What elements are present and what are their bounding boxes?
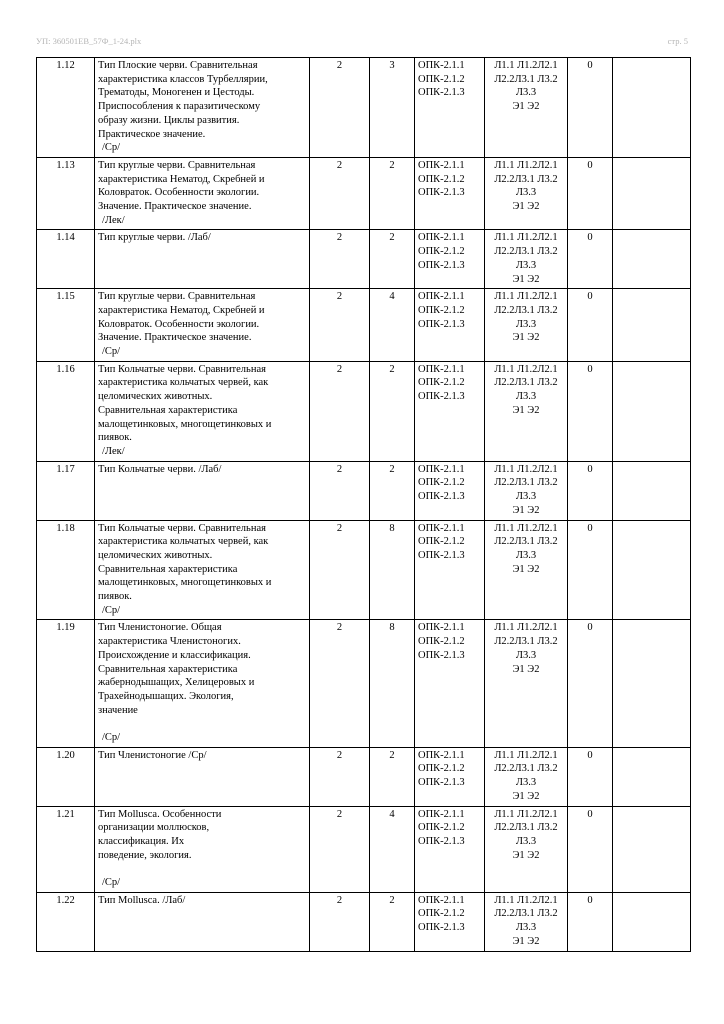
topic-line: образу жизни. Циклы развития. (98, 114, 240, 126)
interactive-cell (568, 157, 613, 230)
row-number: 1.21 (56, 808, 75, 820)
literature-cell (485, 230, 568, 289)
competency-code: ОПК-2.1.1 (418, 522, 465, 534)
literature-ref: Л3.3 (515, 391, 537, 403)
topic-line: Тип круглые черви. Сравнительная (98, 291, 256, 303)
hours-cell (370, 806, 415, 892)
literature-ref: Л2.2Л3.1 Л3.2 (494, 246, 558, 258)
competency-code: ОПК-2.1.1 (418, 159, 465, 171)
row-number-cell (37, 230, 95, 289)
topic-line: Тип Членистоногие /Ср/ (98, 749, 207, 761)
literature-cell (485, 520, 568, 620)
table-row (37, 461, 691, 520)
topic-line: характеристика Нематод, Скребней и (98, 304, 265, 316)
hours-cell (370, 58, 415, 158)
topic-line (98, 862, 306, 876)
semester-cell (310, 520, 370, 620)
literature-ref: Л2.2Л3.1 Л3.2 (494, 73, 558, 85)
notes-cell (613, 361, 691, 461)
semester-value: 2 (336, 232, 343, 244)
literature-ref: Л3.3 (515, 777, 537, 789)
competency-code: ОПК-2.1.2 (418, 173, 465, 185)
topic-cell (95, 58, 310, 158)
table-row (37, 520, 691, 620)
literature-ref: Л3.3 (515, 87, 537, 99)
literature-ref: Л1.1 Л1.2Л2.1 (494, 60, 558, 71)
literature-ref: Э1 Э2 (512, 332, 540, 344)
topic-line: классификация. Их (98, 835, 185, 847)
literature-cell (485, 58, 568, 158)
page-number: стр. 5 (667, 36, 688, 46)
row-number: 1.16 (56, 363, 75, 375)
literature-cell (485, 157, 568, 230)
competency-code: ОПК-2.1.3 (418, 777, 465, 789)
table-row (37, 289, 691, 362)
literature-ref: Л1.1 Л1.2Л2.1 (494, 291, 558, 303)
topic-line: Сравнительная характеристика (98, 663, 238, 675)
topic-line: характеристика кольчатых червей, как (98, 536, 269, 548)
topic-line: характеристика кольчатых червей, как (98, 377, 269, 389)
semester-value: 2 (336, 159, 343, 171)
topic-line: поведение, экология. (98, 849, 192, 861)
topic-line: Тип Mollusca. Особенности (98, 808, 222, 820)
interactive-cell (568, 892, 613, 951)
semester-cell (310, 361, 370, 461)
topic-line: пиявок. (98, 432, 132, 444)
literature-ref: Э1 Э2 (512, 563, 540, 575)
row-number-cell (37, 806, 95, 892)
semester-value: 2 (336, 60, 343, 71)
competency-code: ОПК-2.1.3 (418, 922, 465, 934)
topic-line: характеристика Членистоногих. (98, 636, 241, 648)
competencies-cell (415, 230, 485, 289)
topic-line: Тип Плоские черви. Сравнительная (98, 60, 258, 71)
literature-ref: Л3.3 (515, 187, 537, 199)
competency-code: ОПК-2.1.1 (418, 363, 465, 375)
hours-value: 2 (389, 159, 395, 171)
hours-value: 8 (389, 622, 395, 634)
literature-ref: Л3.3 (515, 922, 537, 934)
interactive-value: 0 (587, 622, 593, 634)
interactive-value: 0 (587, 522, 593, 534)
topic-line: Приспособления к паразитическому (98, 101, 261, 113)
interactive-value: 0 (587, 60, 593, 71)
competency-code: ОПК-2.1.1 (418, 894, 465, 906)
interactive-value: 0 (587, 463, 593, 475)
notes-cell (613, 747, 691, 806)
topic-line: целомических животных. (98, 549, 213, 561)
interactive-cell (568, 289, 613, 362)
semester-value: 2 (336, 363, 343, 375)
literature-ref: Э1 Э2 (512, 273, 540, 285)
competency-code: ОПК-2.1.3 (418, 87, 465, 99)
competency-code: ОПК-2.1.3 (418, 549, 465, 561)
interactive-cell (568, 230, 613, 289)
topic-cell (95, 806, 310, 892)
semester-cell (310, 58, 370, 158)
competency-code: ОПК-2.1.1 (418, 291, 465, 303)
row-number: 1.12 (56, 60, 75, 71)
semester-cell (310, 157, 370, 230)
literature-ref: Э1 Э2 (512, 935, 540, 947)
literature-cell (485, 289, 568, 362)
hours-value: 2 (389, 894, 395, 906)
hours-cell (370, 747, 415, 806)
topic-line: Происхождение и классификация. (98, 649, 251, 661)
competencies-cell (415, 58, 485, 158)
notes-cell (613, 461, 691, 520)
competency-code: ОПК-2.1.2 (418, 246, 465, 258)
hours-cell (370, 520, 415, 620)
semester-value: 2 (336, 463, 343, 475)
topic-line: характеристика классов Турбеллярии, (98, 73, 268, 85)
literature-ref: Л2.2Л3.1 Л3.2 (494, 304, 558, 316)
competency-code: ОПК-2.1.1 (418, 749, 465, 761)
topic-line: малощетинковых, многощетинковых и (98, 577, 272, 589)
hours-cell (370, 620, 415, 747)
topic-line: малощетинковых, многощетинковых и (98, 418, 272, 430)
competency-code: ОПК-2.1.2 (418, 763, 465, 775)
topic-cell (95, 461, 310, 520)
literature-ref: Э1 Э2 (512, 404, 540, 416)
competencies-cell (415, 361, 485, 461)
topic-line: Тип круглые черви. /Лаб/ (98, 232, 211, 244)
topic-line: пиявок. (98, 591, 132, 603)
hours-cell (370, 461, 415, 520)
row-number-cell (37, 747, 95, 806)
competency-code: ОПК-2.1.1 (418, 808, 465, 820)
lesson-type: /Ср/ (102, 877, 121, 889)
literature-ref: Л1.1 Л1.2Л2.1 (494, 894, 558, 906)
table-row (37, 230, 691, 289)
topic-line: Практическое значение. (98, 128, 206, 140)
hours-cell (370, 289, 415, 362)
literature-cell (485, 361, 568, 461)
competency-code: ОПК-2.1.3 (418, 649, 465, 661)
topic-line: Коловраток. Особенности экологии. (98, 187, 260, 199)
topic-line: Тип круглые черви. Сравнительная (98, 159, 256, 171)
topic-line: Тип Mollusca. /Лаб/ (98, 894, 186, 906)
literature-ref: Л3.3 (515, 549, 537, 561)
lesson-type: /Лек/ (102, 214, 125, 226)
competency-code: ОПК-2.1.2 (418, 908, 465, 920)
literature-ref: Э1 Э2 (512, 663, 540, 675)
hours-cell (370, 230, 415, 289)
notes-cell (613, 289, 691, 362)
literature-ref: Л1.1 Л1.2Л2.1 (494, 522, 558, 534)
literature-ref: Л2.2Л3.1 Л3.2 (494, 822, 558, 834)
literature-ref: Э1 Э2 (512, 849, 540, 861)
table-body (37, 58, 691, 952)
literature-cell (485, 620, 568, 747)
semester-cell (310, 892, 370, 951)
interactive-value: 0 (587, 291, 593, 303)
topic-cell (95, 747, 310, 806)
literature-ref: Л1.1 Л1.2Л2.1 (494, 622, 558, 634)
competency-code: ОПК-2.1.3 (418, 391, 465, 403)
competency-code: ОПК-2.1.2 (418, 377, 465, 389)
competency-code: ОПК-2.1.1 (418, 232, 465, 244)
row-number-cell (37, 361, 95, 461)
topic-line: Коловраток. Особенности экологии. (98, 318, 260, 330)
semester-cell (310, 461, 370, 520)
competencies-cell (415, 289, 485, 362)
topic-cell (95, 520, 310, 620)
literature-ref: Л1.1 Л1.2Л2.1 (494, 749, 558, 761)
interactive-value: 0 (587, 749, 593, 761)
topic-line: Тип Кольчатые черви. /Лаб/ (98, 463, 222, 475)
literature-ref: Л2.2Л3.1 Л3.2 (494, 536, 558, 548)
row-number: 1.13 (56, 159, 75, 171)
competency-code: ОПК-2.1.1 (418, 463, 465, 475)
table-row (37, 361, 691, 461)
notes-cell (613, 620, 691, 747)
row-number-cell (37, 289, 95, 362)
page-header (36, 36, 688, 48)
competencies-cell (415, 806, 485, 892)
literature-ref: Э1 Э2 (512, 504, 540, 516)
literature-ref: Л1.1 Л1.2Л2.1 (494, 363, 558, 375)
topic-line: Значение. Практическое значение. (98, 201, 252, 213)
interactive-value: 0 (587, 159, 593, 171)
interactive-value: 0 (587, 894, 593, 906)
table-row (37, 157, 691, 230)
notes-cell (613, 58, 691, 158)
competency-code: ОПК-2.1.3 (418, 835, 465, 847)
competency-code: ОПК-2.1.2 (418, 822, 465, 834)
literature-cell (485, 892, 568, 951)
interactive-cell (568, 806, 613, 892)
literature-ref: Л2.2Л3.1 Л3.2 (494, 173, 558, 185)
row-number-cell (37, 620, 95, 747)
literature-ref: Л3.3 (515, 649, 537, 661)
hours-value: 2 (389, 463, 395, 475)
lesson-type: /Ср/ (102, 732, 121, 744)
table-row (37, 747, 691, 806)
topic-cell (95, 230, 310, 289)
hours-value: 2 (389, 232, 395, 244)
competency-code: ОПК-2.1.1 (418, 60, 465, 71)
competency-code: ОПК-2.1.3 (418, 491, 465, 503)
interactive-cell (568, 461, 613, 520)
semester-value: 2 (336, 749, 343, 761)
semester-value: 2 (336, 291, 343, 303)
notes-cell (613, 892, 691, 951)
literature-ref: Э1 Э2 (512, 201, 540, 213)
semester-value: 2 (336, 894, 343, 906)
topic-line: Значение. Практическое значение. (98, 332, 252, 344)
table-row (37, 806, 691, 892)
literature-cell (485, 747, 568, 806)
topic-cell (95, 157, 310, 230)
lesson-type: /Ср/ (102, 346, 121, 358)
topic-line: Трематоды, Моногенен и Цестоды. (98, 87, 255, 99)
literature-ref: Л3.3 (515, 835, 537, 847)
competency-code: ОПК-2.1.3 (418, 259, 465, 271)
semester-cell (310, 806, 370, 892)
semester-value: 2 (336, 622, 343, 634)
topic-line: характеристика Нематод, Скребней и (98, 173, 265, 185)
competencies-cell (415, 461, 485, 520)
topic-line: Тип Членистоногие. Общая (98, 622, 222, 634)
literature-ref: Л1.1 Л1.2Л2.1 (494, 159, 558, 171)
interactive-cell (568, 520, 613, 620)
row-number: 1.18 (56, 522, 75, 534)
topic-cell (95, 361, 310, 461)
interactive-value: 0 (587, 363, 593, 375)
competency-code: ОПК-2.1.2 (418, 536, 465, 548)
topic-line: Тип Кольчатые черви. Сравнительная (98, 522, 266, 534)
row-number: 1.20 (56, 749, 75, 761)
semester-cell (310, 230, 370, 289)
row-number: 1.15 (56, 291, 75, 303)
interactive-cell (568, 620, 613, 747)
literature-ref: Л1.1 Л1.2Л2.1 (494, 232, 558, 244)
interactive-cell (568, 747, 613, 806)
row-number-cell (37, 58, 95, 158)
literature-ref: Л1.1 Л1.2Л2.1 (494, 463, 558, 475)
notes-cell (613, 230, 691, 289)
competencies-cell (415, 620, 485, 747)
literature-ref: Л3.3 (515, 318, 537, 330)
topic-line: Трахейнодышащих. Экология, (98, 690, 234, 702)
topic-line (98, 717, 306, 731)
literature-ref: Л2.2Л3.1 Л3.2 (494, 763, 558, 775)
hours-value: 8 (389, 522, 395, 534)
curriculum-table (36, 57, 691, 952)
table-row (37, 892, 691, 951)
row-number: 1.22 (56, 894, 75, 906)
row-number-cell (37, 461, 95, 520)
hours-cell (370, 892, 415, 951)
literature-ref: Л1.1 Л1.2Л2.1 (494, 808, 558, 820)
competency-code: ОПК-2.1.2 (418, 73, 465, 85)
row-number-cell (37, 520, 95, 620)
literature-cell (485, 461, 568, 520)
topic-line: целомических животных. (98, 391, 213, 403)
row-number: 1.17 (56, 463, 75, 475)
topic-line: значение (98, 704, 138, 716)
competencies-cell (415, 157, 485, 230)
table-row (37, 620, 691, 747)
semester-cell (310, 289, 370, 362)
hours-value: 3 (389, 60, 395, 71)
hours-value: 2 (389, 363, 395, 375)
topic-cell (95, 289, 310, 362)
competency-code: ОПК-2.1.2 (418, 304, 465, 316)
literature-ref: Л3.3 (515, 259, 537, 271)
notes-cell (613, 157, 691, 230)
row-number: 1.14 (56, 232, 75, 244)
row-number-cell (37, 892, 95, 951)
row-number: 1.19 (56, 622, 75, 634)
hours-cell (370, 361, 415, 461)
topic-line: Сравнительная характеристика (98, 404, 238, 416)
interactive-value: 0 (587, 232, 593, 244)
competencies-cell (415, 892, 485, 951)
semester-value: 2 (336, 808, 343, 820)
plan-file-label: УП: 360501ЕВ_57Ф_1-24.plx (36, 36, 142, 46)
literature-ref: Л2.2Л3.1 Л3.2 (494, 377, 558, 389)
literature-cell (485, 806, 568, 892)
semester-value: 2 (336, 522, 343, 534)
interactive-cell (568, 361, 613, 461)
literature-ref: Л2.2Л3.1 Л3.2 (494, 908, 558, 920)
competency-code: ОПК-2.1.3 (418, 187, 465, 199)
hours-value: 2 (389, 749, 395, 761)
lesson-type: /Ср/ (102, 142, 121, 154)
semester-cell (310, 747, 370, 806)
competencies-cell (415, 520, 485, 620)
row-number-cell (37, 157, 95, 230)
notes-cell (613, 806, 691, 892)
semester-cell (310, 620, 370, 747)
literature-ref: Л2.2Л3.1 Л3.2 (494, 636, 558, 648)
hours-value: 4 (389, 808, 395, 820)
interactive-cell (568, 58, 613, 158)
competency-code: ОПК-2.1.2 (418, 636, 465, 648)
lesson-type: /Лек/ (102, 445, 125, 457)
topic-cell (95, 620, 310, 747)
topic-line: Сравнительная характеристика (98, 563, 238, 575)
topic-line: Тип Кольчатые черви. Сравнительная (98, 363, 266, 375)
topic-line: жабернодышащих, Хелицеровых и (98, 677, 255, 689)
lesson-type: /Ср/ (102, 604, 121, 616)
hours-cell (370, 157, 415, 230)
literature-ref: Л2.2Л3.1 Л3.2 (494, 477, 558, 489)
table-row (37, 58, 691, 158)
literature-ref: Э1 Э2 (512, 101, 540, 113)
competencies-cell (415, 747, 485, 806)
hours-value: 4 (389, 291, 395, 303)
topic-cell (95, 892, 310, 951)
literature-ref: Л3.3 (515, 491, 537, 503)
competency-code: ОПК-2.1.3 (418, 318, 465, 330)
competency-code: ОПК-2.1.2 (418, 477, 465, 489)
competency-code: ОПК-2.1.1 (418, 622, 465, 634)
literature-ref: Э1 Э2 (512, 790, 540, 802)
notes-cell (613, 520, 691, 620)
topic-line: организации моллюсков, (98, 822, 210, 834)
interactive-value: 0 (587, 808, 593, 820)
